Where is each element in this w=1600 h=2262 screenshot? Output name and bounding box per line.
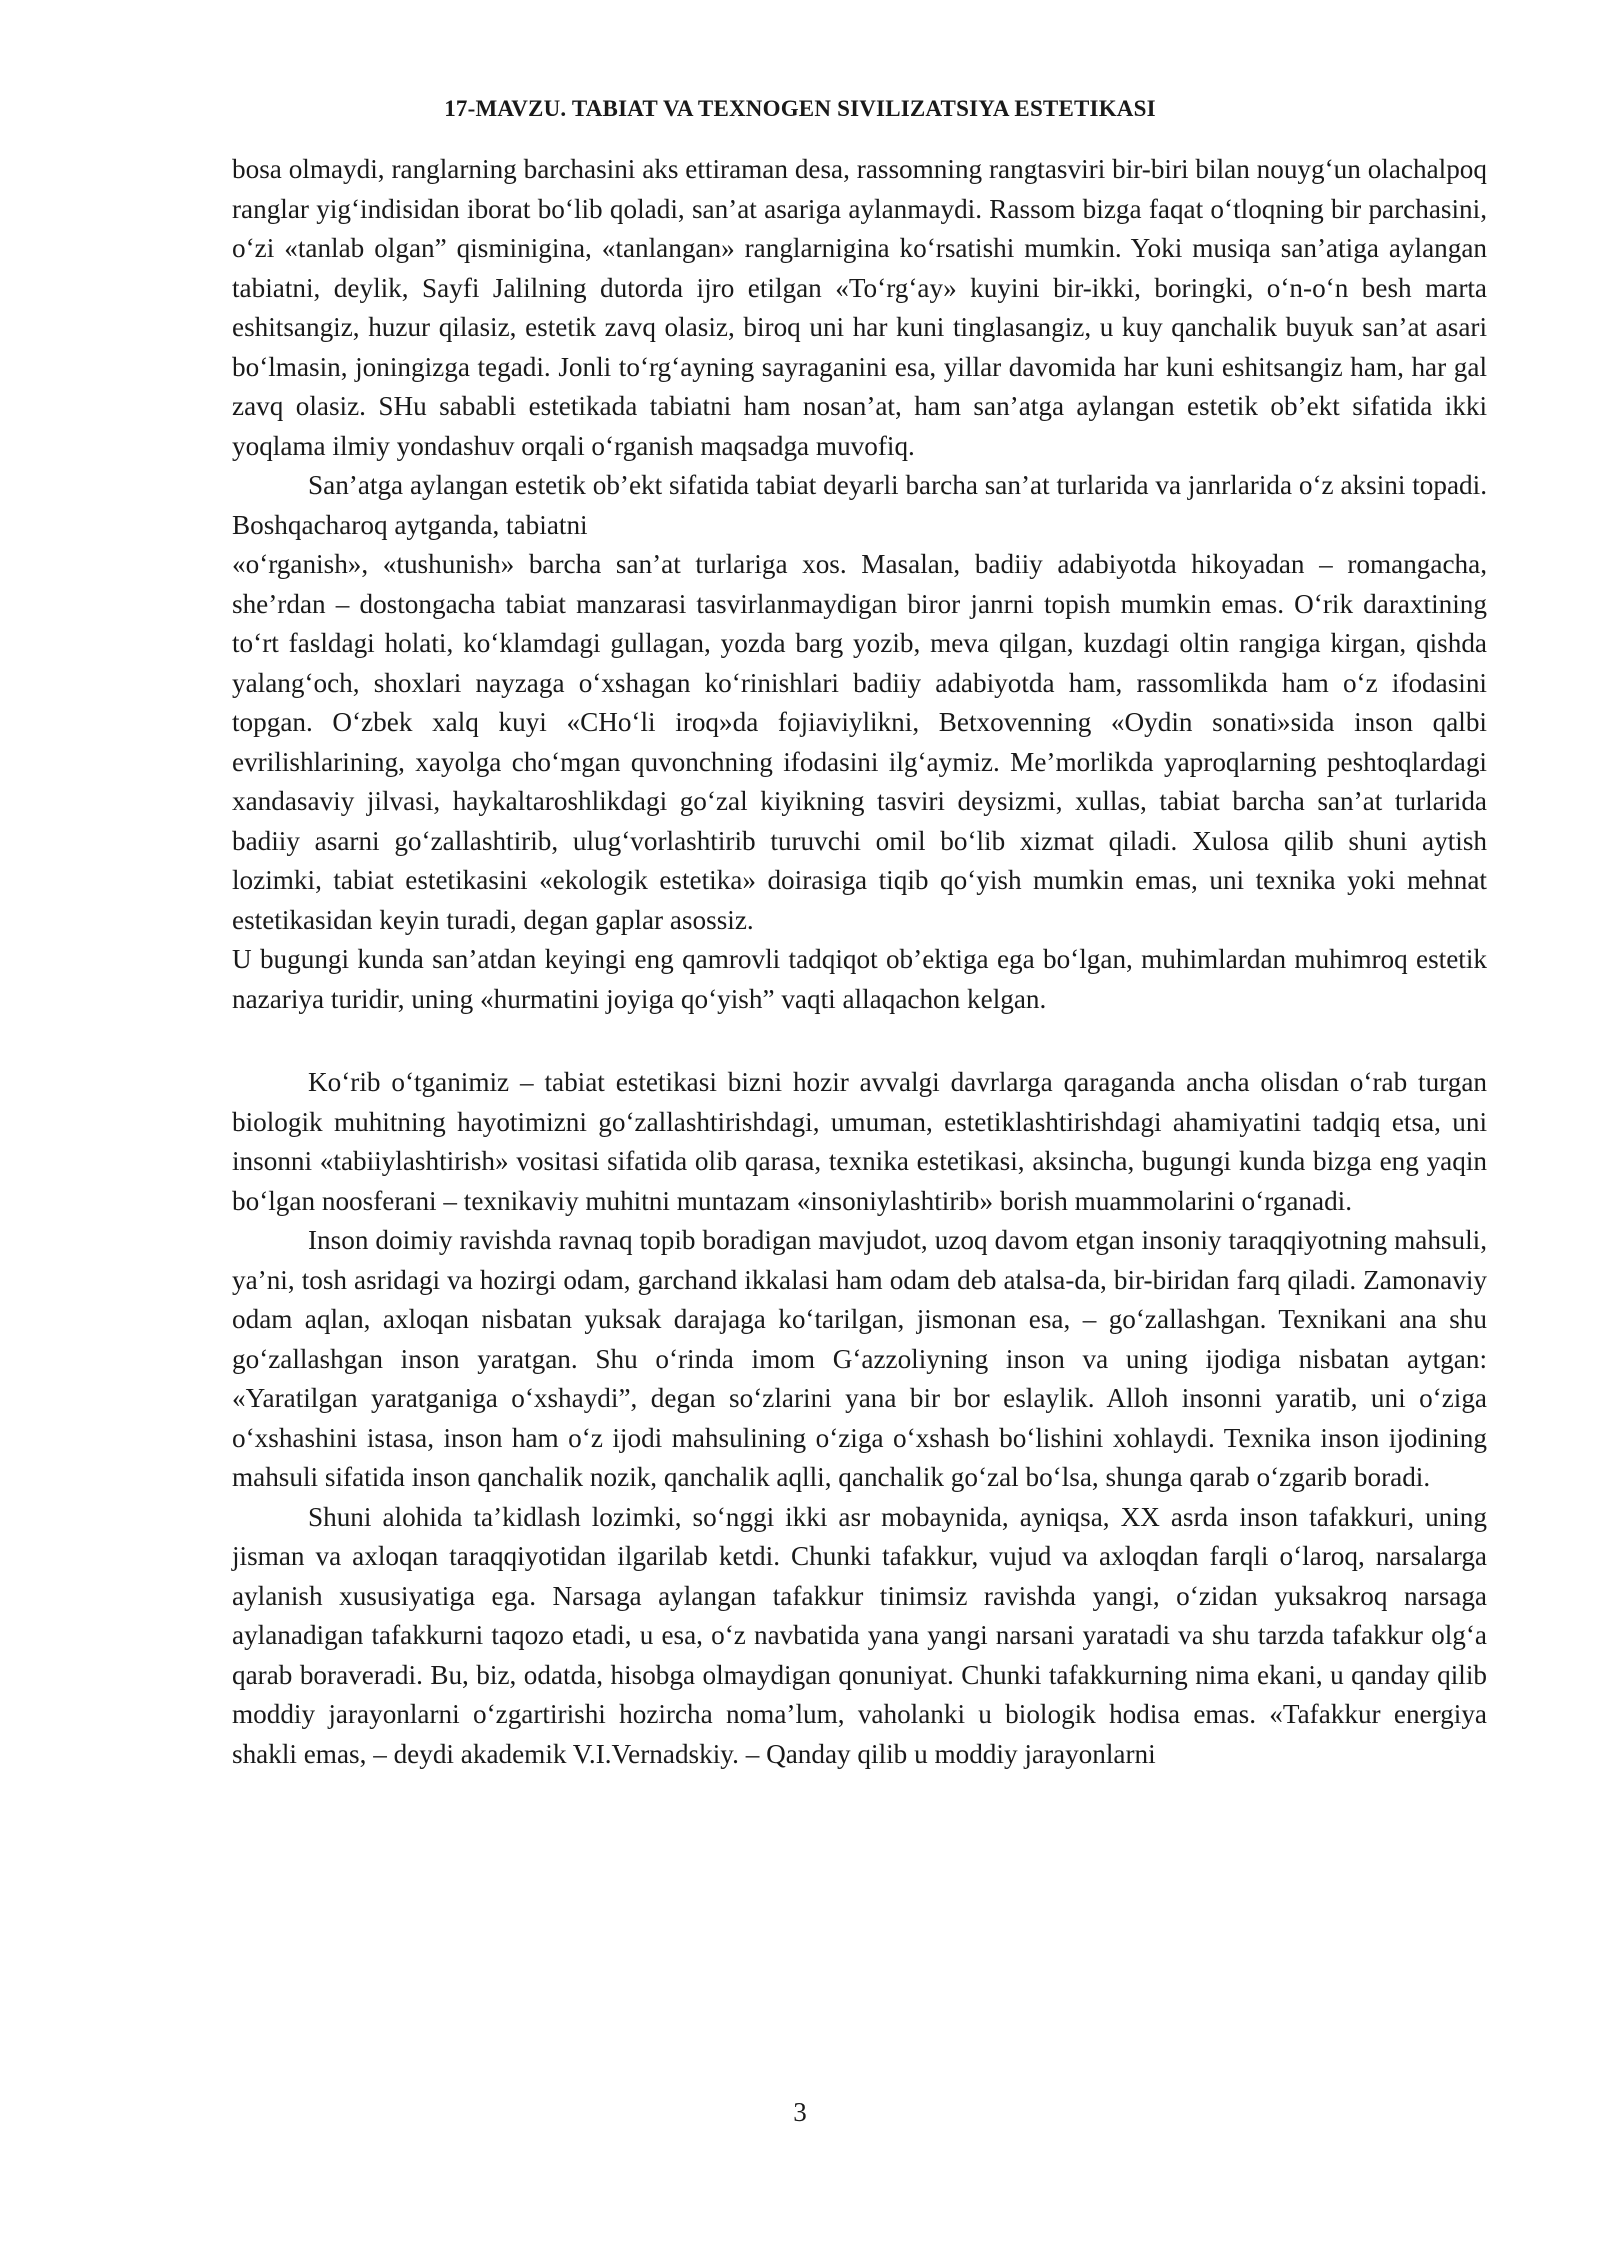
page-number: 3 — [793, 2097, 807, 2127]
page-header-title: 17-MAVZU. TABIAT VA TEXNOGEN SIVILIZATSIYA ESTETIKASI — [444, 96, 1156, 121]
paragraph-spacer — [232, 1019, 1487, 1063]
paragraph: «o‘rganish», «tushunish» barcha san’at turlariga xos. Masalan, badiiy adabiyotda hikoyadan – romangacha, she’rdan – dostongacha tabiat manzarasi tasvirlanmaydigan biror janrni topish mumkin emas. O‘rik daraxtining to‘rt fasldagi holati, ko‘klamdagi gullagan, yozda barg yozib, meva qilgan, kuzdagi oltin rangiga kirgan, qishda yalang‘och, shoxlari nayzaga o‘xshagan ko‘rinishlari badiiy adabiyotda ham, rassomlikda ham o‘z ifodasini topgan. O‘zbek xalq kuyi «CHo‘li iroq»da fojiaviylikni, Betxovenning «Oydin sonati»sida inson qalbi evrilishlarining, xayolga cho‘mgan quvonchning ifodasini ilg‘aymiz. Me’morlikda yaproqlarning peshtoqlardagi xandasaviy jilvasi, haykaltaroshlikdagi go‘zal kiyikning tasviri deysizmi, xullas, tabiat barcha san’at turlarida badiiy asarni go‘zallashtirib, ulug‘vorlashtirib turuvchi omil bo‘lib xizmat qiladi. Xulosa qilib shuni aytish lozimki, tabiat estetikasini «ekologik estetika» doirasiga tiqib qo‘yish mumkin emas, uni texnika yoki mehnat estetikasidan keyin turadi, degan gaplar asossiz. — [232, 549, 1487, 935]
paragraph: U bugungi kunda san’atdan keyingi eng qamrovli tadqiqot ob’ektiga ega bo‘lgan, muhimlardan muhimroq estetik nazariya turidir, uning «hurmatini joyiga qo‘yish” vaqti allaqachon kelgan. — [232, 944, 1487, 1014]
body-text — [232, 150, 1487, 1774]
paragraph: Inson doimiy ravishda ravnaq topib boradigan mavjudot, uzoq davom etgan insoniy taraqqiyotning mahsuli, ya’ni, tosh asridagi va hozirgi odam, garchand ikkalasi ham odam deb atalsa-da, bir-biridan farq qiladi. Zamonaviy odam aqlan, axloqan nisbatan yuksak darajaga ko‘tarilgan, jismonan esa, – go‘zallashgan. Texnikani ana shu go‘zallashgan inson yaratgan. Shu o‘rinda imom G‘azzoliyning inson va uning ijodiga nisbatan aytgan: «Yaratilgan yaratganiga o‘xshaydi”, degan so‘zlarini yana bir bor eslaylik. Alloh insonni yaratib, uni o‘ziga o‘xshashini istasa, inson ham o‘z ijodi mahsulining o‘ziga o‘xshash bo‘lishini xohlaydi. Texnika inson ijodining mahsuli sifatida inson qanchalik nozik, qanchalik aqlli, qanchalik go‘zal bo‘lsa, shunga qarab o‘zgarib boradi. — [232, 1225, 1487, 1492]
paragraph: Shuni alohida ta’kidlash lozimki, so‘nggi ikki asr mobaynida, ayniqsa, XX asrda inson tafakkuri, uning jisman va axloqan taraqqiyotidan ilgarilab ketdi. Chunki tafakkur, vujud va axloqdan farqli o‘laroq, narsalarga aylanish xususiyatiga ega. Narsaga aylangan tafakkur tinimsiz ravishda yangi, o‘zidan yuksakroq narsaga aylanadigan tafakkurni taqozo etadi, u esa, o‘z navbatida yana yangi narsani yaratadi va shu tarzda tafakkur olg‘a qarab boraveradi. Bu, biz, odatda, hisobga olmaydigan qonuniyat. Chunki tafakkurning nima ekani, u qanday qilib moddiy jarayonlarni o‘zgartirishi hozircha noma’lum, vaholanki u biologik hodisa emas. «Tafakkur energiya shakli emas, – deydi akademik V.I.Vernadskiy. – Qanday qilib u moddiy jarayonlarni — [232, 1501, 1487, 1769]
paragraph: bosa olmaydi, ranglarning barchasini aks ettiraman desa, rassomning rangtasviri bir-biri bilan nouyg‘un olachalpoq ranglar yig‘indisidan iborat bo‘lib qoladi, san’at asariga aylanmaydi. Rassom bizga faqat o‘tloqning bir parchasini, o‘zi «tanlab olgan” qisminigina, «tanlangan» ranglarnigina ko‘rsatishi mumkin. Yoki musiqa san’atiga aylangan tabiatni, deylik, Sayfi Jalilning dutorda ijro etilgan «To‘rg‘ay» kuyini bir-ikki, boringki, o‘n-o‘n besh marta eshitsangiz, huzur qilasiz, estetik zavq olasiz, biroq uni har kuni tinglasangiz, u kuy qanchalik buyuk san’at asari bo‘lmasin, joningizga tegadi. Jonli to‘rg‘ayning sayraganini esa, yillar davomida har kuni eshitsangiz ham, har gal zavq olasiz. SHu sababli estetikada tabiatni ham nosan’at, ham san’atga aylangan estetik ob’ekt sifatida ikki yoqlama ilmiy yondashuv orqali o‘rganish maqsadga muvofiq. — [232, 154, 1487, 461]
paragraph: Ko‘rib o‘tganimiz – tabiat estetikasi bizni hozir avvalgi davrlarga qaraganda ancha olisdan o‘rab turgan biologik muhitning hayotimizni go‘zallashtirishdagi, umuman, estetiklashtirishdagi ahamiyatini tadqiq etsa, uni insonni «tabiiylashtirish» vositasi sifatida olib qarasa, texnika estetikasi, aksincha, bugungi kunda bizga eng yaqin bo‘lgan noosferani – texnikaviy muhitni muntazam «insoniylashtirib» borish muammolarini o‘rganadi. — [232, 1067, 1487, 1216]
paragraph: San’atga aylangan estetik ob’ekt sifatida tabiat deyarli barcha san’at turlarida va janrlarida o‘z aksini topadi. Boshqacharoq aytganda, tabiatni — [232, 470, 1487, 540]
